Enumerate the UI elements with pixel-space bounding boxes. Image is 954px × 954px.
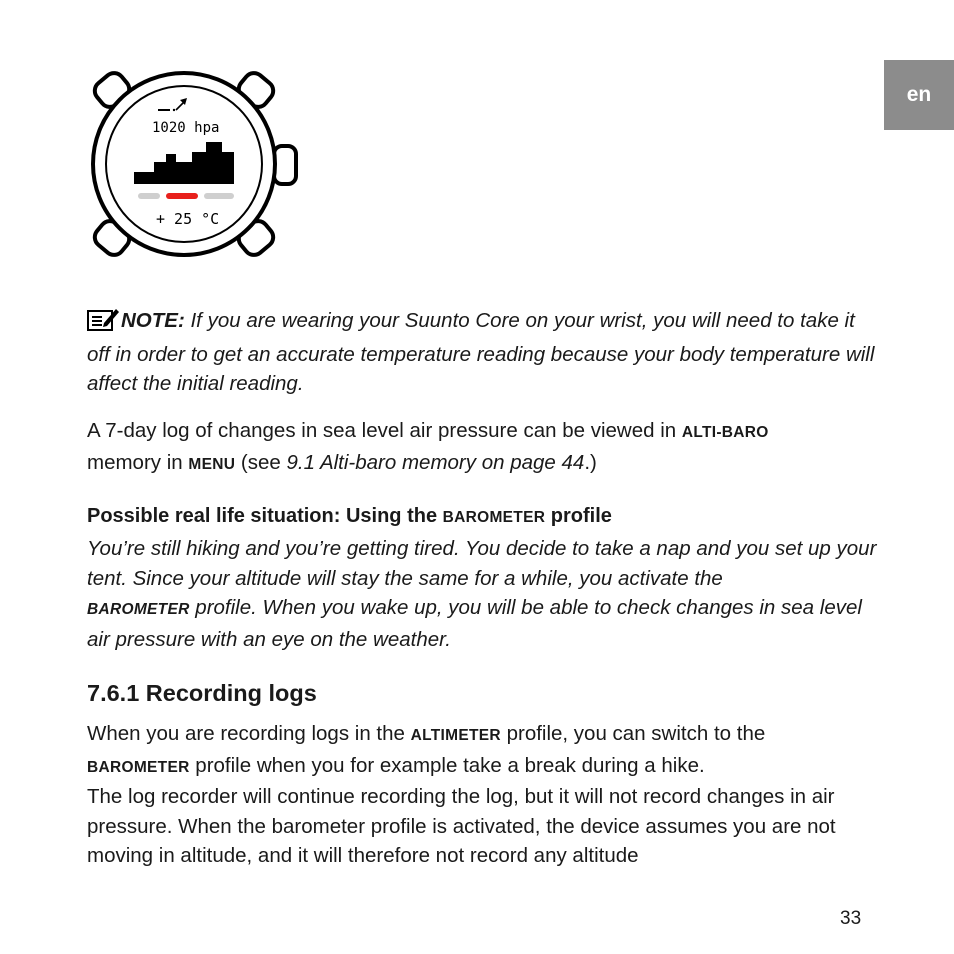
section-heading [87, 678, 877, 708]
note-block [87, 306, 877, 399]
para2-text-1: When you are recording logs in the [87, 722, 411, 745]
subheading-text-2: profile [545, 505, 612, 527]
language-tab: en [884, 60, 954, 130]
pressure-readout: 1020 hpa [152, 120, 220, 136]
paragraph-log-recorder [87, 782, 877, 871]
note-text: If you are wearing your Suunto Core on your wrist, you will need to take it off in order to get an accurate temperature reading because your body temperature will affect the initial reading. [87, 309, 875, 395]
watch-illustration [88, 66, 300, 262]
para2-barometer-mode: BAROMETER [87, 758, 190, 776]
note-label: NOTE: [121, 309, 185, 332]
scenario-paragraph [87, 534, 877, 654]
para2-text-2: profile, you can switch to the [500, 722, 766, 745]
altimeter-mode: ALTIMETER [410, 727, 501, 744]
paragraph-alti-baro [87, 416, 877, 479]
para1-text-4: .) [584, 450, 597, 474]
scenario-text-2: profile. When you wake up, you will be able to check changes in sea level air pressure with an eye on the weather. [87, 596, 862, 651]
para2-text-3: profile when you for example take a break during a hike. [189, 753, 705, 777]
menu-mode: MENU [188, 455, 236, 473]
para1-text-2: memory in [87, 450, 189, 474]
paragraph-recording [87, 719, 877, 782]
section-title: 7.6.1 Recording logs [87, 680, 317, 706]
para3-text: The log recorder will continue recording the log, but it will not record changes in air pressure. When the barometer profile is activated, the device assumes you are not moving in altitude, and it will therefore not record any altitude [87, 785, 836, 867]
subheading-text-1: Possible real life situation: Using the [87, 505, 443, 527]
note-icon [87, 307, 119, 340]
page-number: 33 [840, 908, 862, 929]
para1-text-1: A 7-day log of changes in sea level air pressure can be viewed in [87, 419, 682, 442]
watch-face-icon [88, 66, 300, 262]
alti-baro-mode: ALTI-BARO [681, 424, 769, 441]
scenario-text-1: You’re still hiking and you’re getting tired. You decide to take a nap and you set up your tent. Since your altitude will stay the same for a while, you activate the [87, 537, 877, 590]
para1-text-3: (see [235, 450, 287, 474]
temperature-readout: + 25 °C [156, 210, 220, 228]
subheading [87, 502, 877, 532]
cross-reference: 9.1 Alti-baro memory on page 44 [286, 450, 585, 474]
barometer-mode: BAROMETER [442, 509, 546, 526]
scenario-barometer-mode: BAROMETER [87, 601, 190, 618]
